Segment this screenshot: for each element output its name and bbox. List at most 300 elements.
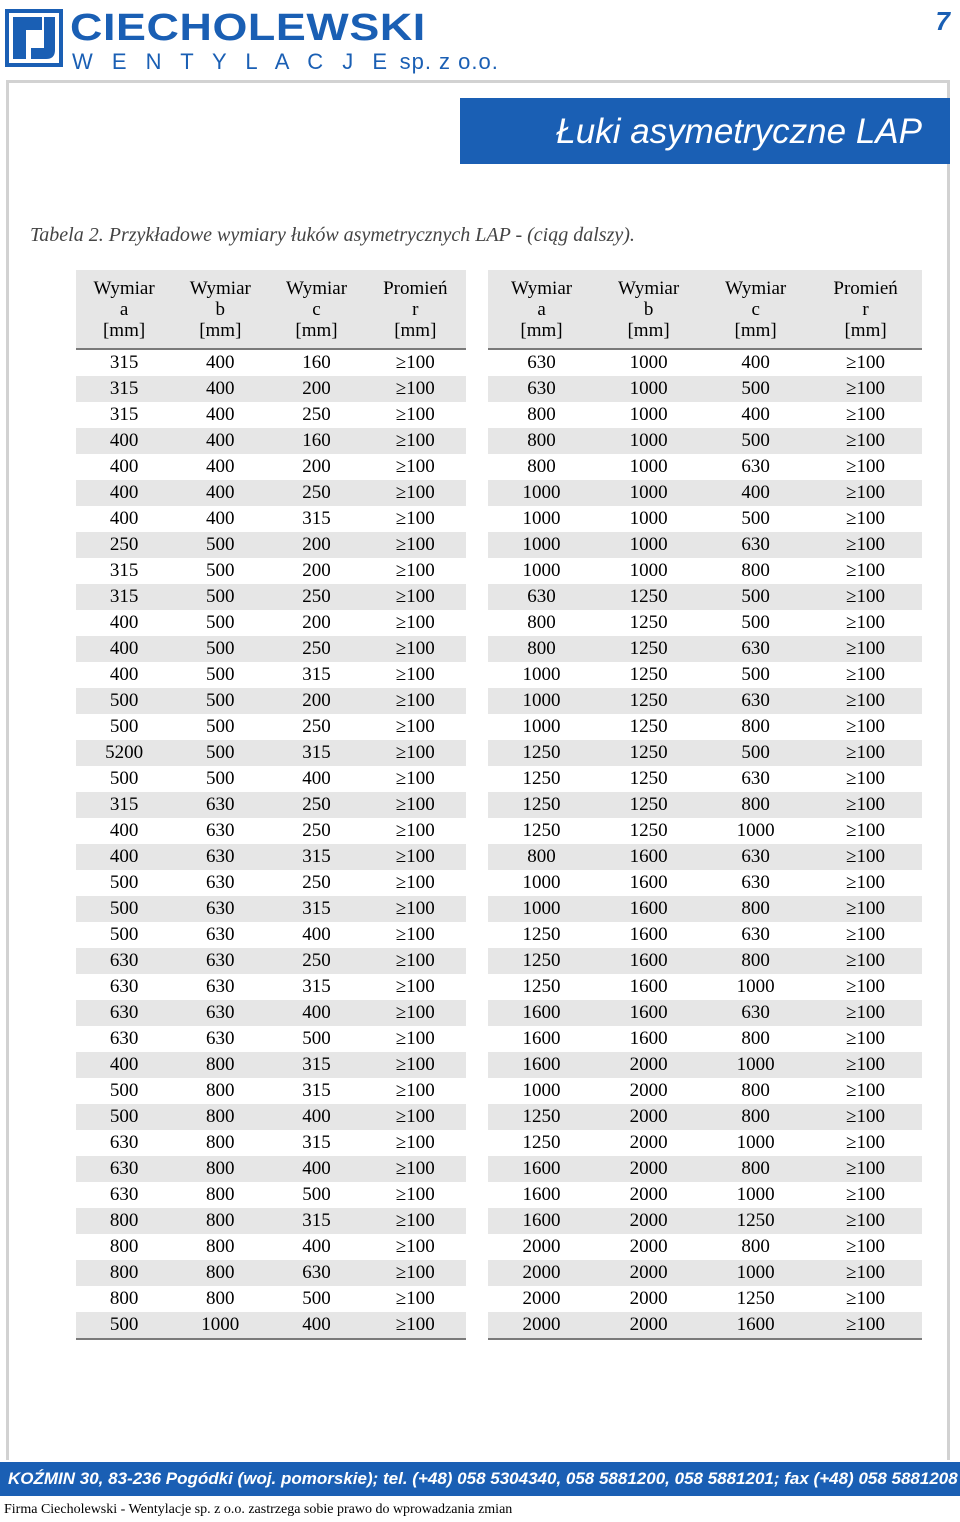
table-row [76, 1078, 466, 1104]
table-row [76, 610, 466, 636]
table-cell: 2000 [488, 1260, 595, 1286]
table-row [488, 584, 922, 610]
column-header [76, 270, 172, 349]
table-row [76, 1312, 466, 1339]
table-cell: ≥100 [809, 688, 922, 714]
column-header-line: Promień [383, 277, 448, 299]
table-cell: ≥100 [846, 560, 886, 581]
table-cell: 500 [741, 664, 770, 685]
table-row [488, 870, 922, 896]
table-row [488, 792, 922, 818]
table-cell: 500 [172, 688, 268, 714]
table-cell: ≥100 [846, 1288, 886, 1309]
table-cell: 250 [268, 792, 364, 818]
table-cell: 500 [702, 740, 809, 766]
page-number: 7 [935, 6, 950, 36]
table-cell: 2000 [629, 1132, 668, 1153]
column-header [488, 270, 595, 349]
table-cell: 500 [206, 664, 235, 685]
table-cell: 400 [302, 768, 331, 789]
table-cell: 2000 [488, 1312, 595, 1339]
table-row [76, 1182, 466, 1208]
table-cell: 500 [206, 612, 235, 633]
table-cell: 630 [702, 688, 809, 714]
table-cell: 1600 [629, 872, 668, 893]
table-header-row [76, 270, 466, 349]
table-cell: 315 [109, 404, 139, 425]
table-cell: ≥100 [846, 508, 886, 529]
table-cell: 1600 [629, 924, 668, 945]
table-cell: 400 [76, 428, 172, 454]
table-cell: 2000 [595, 1260, 702, 1286]
table-cell: 315 [109, 560, 139, 581]
table-cell: 315 [109, 352, 139, 373]
table-cell: 630 [702, 1000, 809, 1026]
table-cell: ≥100 [365, 480, 466, 506]
table-cell: 400 [302, 924, 331, 945]
table-cell: ≥100 [809, 1052, 922, 1078]
table-cell: 400 [76, 1052, 172, 1078]
table-cell: 200 [302, 456, 331, 477]
table-row [488, 376, 922, 402]
table-cell: 500 [302, 1184, 331, 1205]
table-cell: ≥100 [395, 924, 435, 945]
table-row [488, 610, 922, 636]
table-cell: ≥100 [809, 376, 922, 402]
table-cell: 400 [206, 508, 235, 529]
table-cell: 315 [76, 376, 172, 402]
table-cell: 1250 [629, 768, 668, 789]
table-cell: 800 [702, 948, 809, 974]
table-cell: 800 [76, 1260, 172, 1286]
table-cell: ≥100 [365, 1000, 466, 1026]
table-cell: ≥100 [395, 1028, 435, 1049]
table-cell: ≥100 [365, 1208, 466, 1234]
table-cell: ≥100 [846, 872, 886, 893]
table-cell: 1250 [488, 740, 595, 766]
table-cell: 400 [268, 1156, 364, 1182]
table-cell: 1000 [522, 1080, 561, 1101]
table-cell: 500 [109, 768, 139, 789]
table-row [76, 506, 466, 532]
table-cell: ≥100 [365, 1052, 466, 1078]
column-header [365, 270, 466, 349]
table-cell: 500 [172, 740, 268, 766]
table-cell: 2000 [595, 1156, 702, 1182]
table-cell: 800 [741, 560, 770, 581]
table-cell: ≥100 [846, 1236, 886, 1257]
table-row [488, 1026, 922, 1052]
table-cell: 315 [302, 508, 331, 529]
table-row [488, 714, 922, 740]
table-cell: 400 [741, 404, 770, 425]
table-cell: 630 [702, 844, 809, 870]
table-row [488, 1182, 922, 1208]
table-cell: 250 [268, 948, 364, 974]
table-cell: 1600 [488, 1208, 595, 1234]
column-header-line: r [412, 298, 419, 320]
table-cell: 1000 [629, 456, 668, 477]
column-header-line: [mm] [520, 319, 563, 341]
table-cell: ≥100 [395, 456, 435, 477]
table-cell: ≥100 [395, 560, 435, 581]
table-cell: 630 [172, 844, 268, 870]
table-cell: 800 [741, 1236, 770, 1257]
table-cell: ≥100 [846, 716, 886, 737]
table-cell: 1000 [736, 1132, 775, 1153]
table-row [76, 974, 466, 1000]
table-cell: 1600 [595, 844, 702, 870]
table-cell: 800 [206, 1288, 235, 1309]
table-cell: 200 [268, 376, 364, 402]
table-row [76, 428, 466, 454]
table-row [488, 480, 922, 506]
table-cell: 630 [488, 376, 595, 402]
table-cell: 630 [109, 1184, 139, 1205]
table-cell: 1250 [595, 792, 702, 818]
table-row [76, 558, 466, 584]
table-cell: 1000 [522, 508, 561, 529]
table-cell: 500 [172, 584, 268, 610]
table-cell: 1600 [522, 1184, 561, 1205]
table-cell: 1250 [595, 688, 702, 714]
table-cell: 500 [109, 716, 139, 737]
table-caption: Tabela 2. Przykładowe wymiary łuków asymetrycznych LAP - (ciąg dalszy). [30, 224, 635, 246]
table-cell: ≥100 [365, 688, 466, 714]
table-cell: 630 [741, 768, 770, 789]
table-cell: ≥100 [809, 532, 922, 558]
table-cell: 400 [109, 664, 139, 685]
table-cell: 400 [172, 480, 268, 506]
table-cell: 630 [741, 872, 770, 893]
table-cell: 630 [172, 1000, 268, 1026]
table-cell: 1250 [488, 948, 595, 974]
table-cell: 160 [302, 352, 331, 373]
table-cell: 400 [109, 456, 139, 477]
table-row [76, 740, 466, 766]
column-header [595, 270, 702, 349]
table-row [76, 1130, 466, 1156]
table-cell: 400 [109, 508, 139, 529]
table-row [488, 1286, 922, 1312]
table-cell: 2000 [595, 1052, 702, 1078]
table-row [488, 740, 922, 766]
table-cell: 1600 [629, 976, 668, 997]
table-cell: 400 [109, 820, 139, 841]
table-cell: 1250 [522, 768, 561, 789]
table-cell: 1250 [522, 976, 561, 997]
table-row [76, 402, 466, 428]
table-cell: 1000 [522, 560, 561, 581]
table-cell: 315 [268, 740, 364, 766]
table-cell: 800 [206, 1236, 235, 1257]
table-cell: ≥100 [809, 792, 922, 818]
table-row [488, 766, 922, 792]
table-cell: 1250 [702, 1208, 809, 1234]
table-cell: 400 [172, 376, 268, 402]
table-cell: ≥100 [846, 976, 886, 997]
column-header-line: [mm] [627, 319, 670, 341]
table-cell: 1600 [595, 1000, 702, 1026]
table-cell: 800 [206, 1080, 235, 1101]
table-cell: 200 [302, 612, 331, 633]
table-cell: ≥100 [809, 428, 922, 454]
table-row [76, 1000, 466, 1026]
table-cell: 800 [488, 636, 595, 662]
table-row [488, 558, 922, 584]
table-cell: 630 [702, 532, 809, 558]
table-cell: 400 [109, 612, 139, 633]
table-cell: ≥100 [395, 820, 435, 841]
table-cell: 500 [741, 612, 770, 633]
table-cell: ≥100 [809, 948, 922, 974]
table-cell: 1000 [488, 532, 595, 558]
table-cell: 800 [702, 1156, 809, 1182]
table-cell: 1250 [488, 792, 595, 818]
table-row [76, 1234, 466, 1260]
table-cell: 630 [741, 456, 770, 477]
table-row [76, 818, 466, 844]
table-row [76, 636, 466, 662]
table-cell: 800 [206, 1184, 235, 1205]
table-row [76, 532, 466, 558]
table-cell: 315 [302, 1132, 331, 1153]
table-cell: 400 [206, 456, 235, 477]
table-cell: 800 [172, 1052, 268, 1078]
table-row [76, 1208, 466, 1234]
table-cell: ≥100 [395, 768, 435, 789]
column-header-line: Wymiar [93, 277, 155, 299]
column-header-line: [mm] [734, 319, 777, 341]
table-body [488, 349, 922, 1339]
column-header-line: Wymiar [285, 277, 348, 299]
table-cell: 630 [206, 976, 235, 997]
company-sub-text: W E N T Y L A C J E [72, 49, 394, 74]
column-header-line: b [215, 298, 226, 320]
table-cell: ≥100 [846, 1132, 886, 1153]
table-cell: 400 [702, 480, 809, 506]
table-header-row [488, 270, 922, 349]
table-cell: 1600 [702, 1312, 809, 1339]
table-cell: ≥100 [395, 872, 435, 893]
table-cell: 1600 [595, 948, 702, 974]
table-cell: 500 [76, 896, 172, 922]
table-cell: ≥100 [365, 376, 466, 402]
table-row [76, 1052, 466, 1078]
table-row [488, 662, 922, 688]
table-cell: 630 [172, 896, 268, 922]
table-cell: 400 [76, 636, 172, 662]
table-row [488, 428, 922, 454]
table-cell: ≥100 [846, 820, 886, 841]
table-cell: 1250 [595, 584, 702, 610]
table-cell: 1000 [629, 352, 668, 373]
table-cell: 1250 [629, 716, 668, 737]
table-row [488, 506, 922, 532]
table-cell: 1250 [595, 636, 702, 662]
table-cell: 1600 [522, 1028, 561, 1049]
table-cell: 1250 [488, 1104, 595, 1130]
table-cell: 800 [76, 1208, 172, 1234]
table-cell: ≥100 [365, 428, 466, 454]
company-name: CIECHOLEWSKI [70, 7, 426, 49]
table-cell: 400 [302, 1236, 331, 1257]
table-cell: ≥100 [365, 896, 466, 922]
table-cell: 800 [702, 792, 809, 818]
table-row [488, 974, 922, 1000]
column-header-line: Wymiar [618, 277, 680, 299]
column-header-line: [mm] [295, 319, 338, 341]
table-cell: 1000 [629, 560, 668, 581]
table-row [76, 1156, 466, 1182]
table-cell: 630 [488, 584, 595, 610]
table-cell: 400 [76, 480, 172, 506]
table-cell: 400 [172, 428, 268, 454]
table-cell: 630 [206, 1028, 235, 1049]
table-cell: 500 [76, 688, 172, 714]
table-cell: ≥100 [395, 404, 435, 425]
table-cell: 500 [741, 508, 770, 529]
table-cell: 500 [76, 1312, 172, 1339]
column-header [809, 270, 922, 349]
table-row [76, 922, 466, 948]
table-cell: 1250 [629, 664, 668, 685]
table-cell: 2000 [595, 1208, 702, 1234]
table-cell: 800 [702, 896, 809, 922]
column-header-line: a [119, 298, 129, 320]
table-cell: ≥100 [846, 768, 886, 789]
table-row [488, 1208, 922, 1234]
table-cell: 500 [76, 1104, 172, 1130]
table-cell: 1250 [595, 740, 702, 766]
table-row [488, 1312, 922, 1339]
table-cell: 1000 [736, 820, 775, 841]
table-cell: 1000 [595, 428, 702, 454]
table-row [488, 532, 922, 558]
table-cell: 1000 [488, 896, 595, 922]
table-cell: 250 [302, 404, 331, 425]
table-cell: ≥100 [846, 924, 886, 945]
company-logo [4, 6, 499, 74]
footer-address: KOŹMIN 30, 83-236 Pogódki (woj. pomorskie); tel. (+48) 058 5304340, 058 5881200, 058 5881201; fax (+48) 058 5881208 [8, 1469, 958, 1488]
table-cell: 2000 [629, 1236, 668, 1257]
table-cell: ≥100 [809, 636, 922, 662]
table-row [488, 922, 922, 948]
table-cell: 1000 [522, 664, 561, 685]
table-cell: 2000 [595, 1312, 702, 1339]
table-cell: 315 [268, 896, 364, 922]
table-cell: 315 [268, 844, 364, 870]
table-cell: ≥100 [846, 1080, 886, 1101]
table-row [76, 584, 466, 610]
table-cell: 250 [302, 820, 331, 841]
table-row [76, 792, 466, 818]
footer-contact-bar [0, 1462, 960, 1496]
table-row [76, 1260, 466, 1286]
table-row [488, 1104, 922, 1130]
table-row [76, 349, 466, 376]
table-cell: 630 [76, 1156, 172, 1182]
table-row [76, 948, 466, 974]
table-cell: ≥100 [846, 612, 886, 633]
table-cell: 400 [76, 844, 172, 870]
table-cell: 1250 [629, 612, 668, 633]
table-cell: ≥100 [809, 740, 922, 766]
table-row [76, 1286, 466, 1312]
table-cell: 315 [268, 1208, 364, 1234]
table-cell: 250 [302, 716, 331, 737]
table-cell: 1000 [702, 1260, 809, 1286]
table-cell: 1000 [629, 508, 668, 529]
table-cell: 1250 [629, 820, 668, 841]
table-cell: 1000 [736, 1184, 775, 1205]
table-cell: 315 [302, 976, 331, 997]
table-cell: ≥100 [395, 976, 435, 997]
table-cell: 2000 [595, 1104, 702, 1130]
table-cell: ≥100 [846, 404, 886, 425]
column-header-line: c [312, 298, 321, 320]
table-cell: 2000 [629, 1184, 668, 1205]
table-cell: ≥100 [809, 584, 922, 610]
table-cell: 800 [172, 1260, 268, 1286]
column-header-line: [mm] [844, 319, 887, 341]
table-row [76, 870, 466, 896]
table-row [76, 714, 466, 740]
table-cell: 315 [76, 584, 172, 610]
table-row [76, 454, 466, 480]
table-cell: 630 [172, 792, 268, 818]
table-cell: 5200 [76, 740, 172, 766]
column-header-line: Promień [833, 277, 898, 299]
table-cell: 800 [172, 1156, 268, 1182]
table-cell: 200 [268, 688, 364, 714]
table-cell: 500 [702, 376, 809, 402]
table-row [488, 688, 922, 714]
table-cell: 500 [206, 716, 235, 737]
table-cell: ≥100 [809, 480, 922, 506]
table-cell: 200 [268, 532, 364, 558]
table-cell: 630 [109, 1028, 139, 1049]
table-cell: 500 [109, 872, 139, 893]
table-cell: ≥100 [365, 532, 466, 558]
table-cell: 800 [206, 1132, 235, 1153]
table-cell: ≥100 [365, 1104, 466, 1130]
table-cell: ≥100 [809, 844, 922, 870]
table-row [76, 1104, 466, 1130]
table-row [488, 1130, 922, 1156]
table-cell: 1600 [488, 1052, 595, 1078]
table-cell: 500 [172, 532, 268, 558]
table-cell: ≥100 [809, 1208, 922, 1234]
table-cell: ≥100 [365, 948, 466, 974]
table-cell: 1250 [522, 924, 561, 945]
table-cell: 315 [302, 664, 331, 685]
table-cell: 630 [109, 976, 139, 997]
table-row [488, 896, 922, 922]
table-cell: 1000 [522, 872, 561, 893]
table-cell: ≥100 [395, 1132, 435, 1153]
table-cell: ≥100 [395, 664, 435, 685]
table-cell: 630 [702, 636, 809, 662]
table-cell: ≥100 [365, 1260, 466, 1286]
table-cell: 630 [206, 872, 235, 893]
column-header-line: c [751, 298, 760, 320]
table-cell: 1250 [736, 1288, 775, 1309]
table-cell: 1000 [595, 376, 702, 402]
table-cell: 1250 [522, 1132, 561, 1153]
table-row [488, 349, 922, 376]
table-cell: ≥100 [365, 844, 466, 870]
